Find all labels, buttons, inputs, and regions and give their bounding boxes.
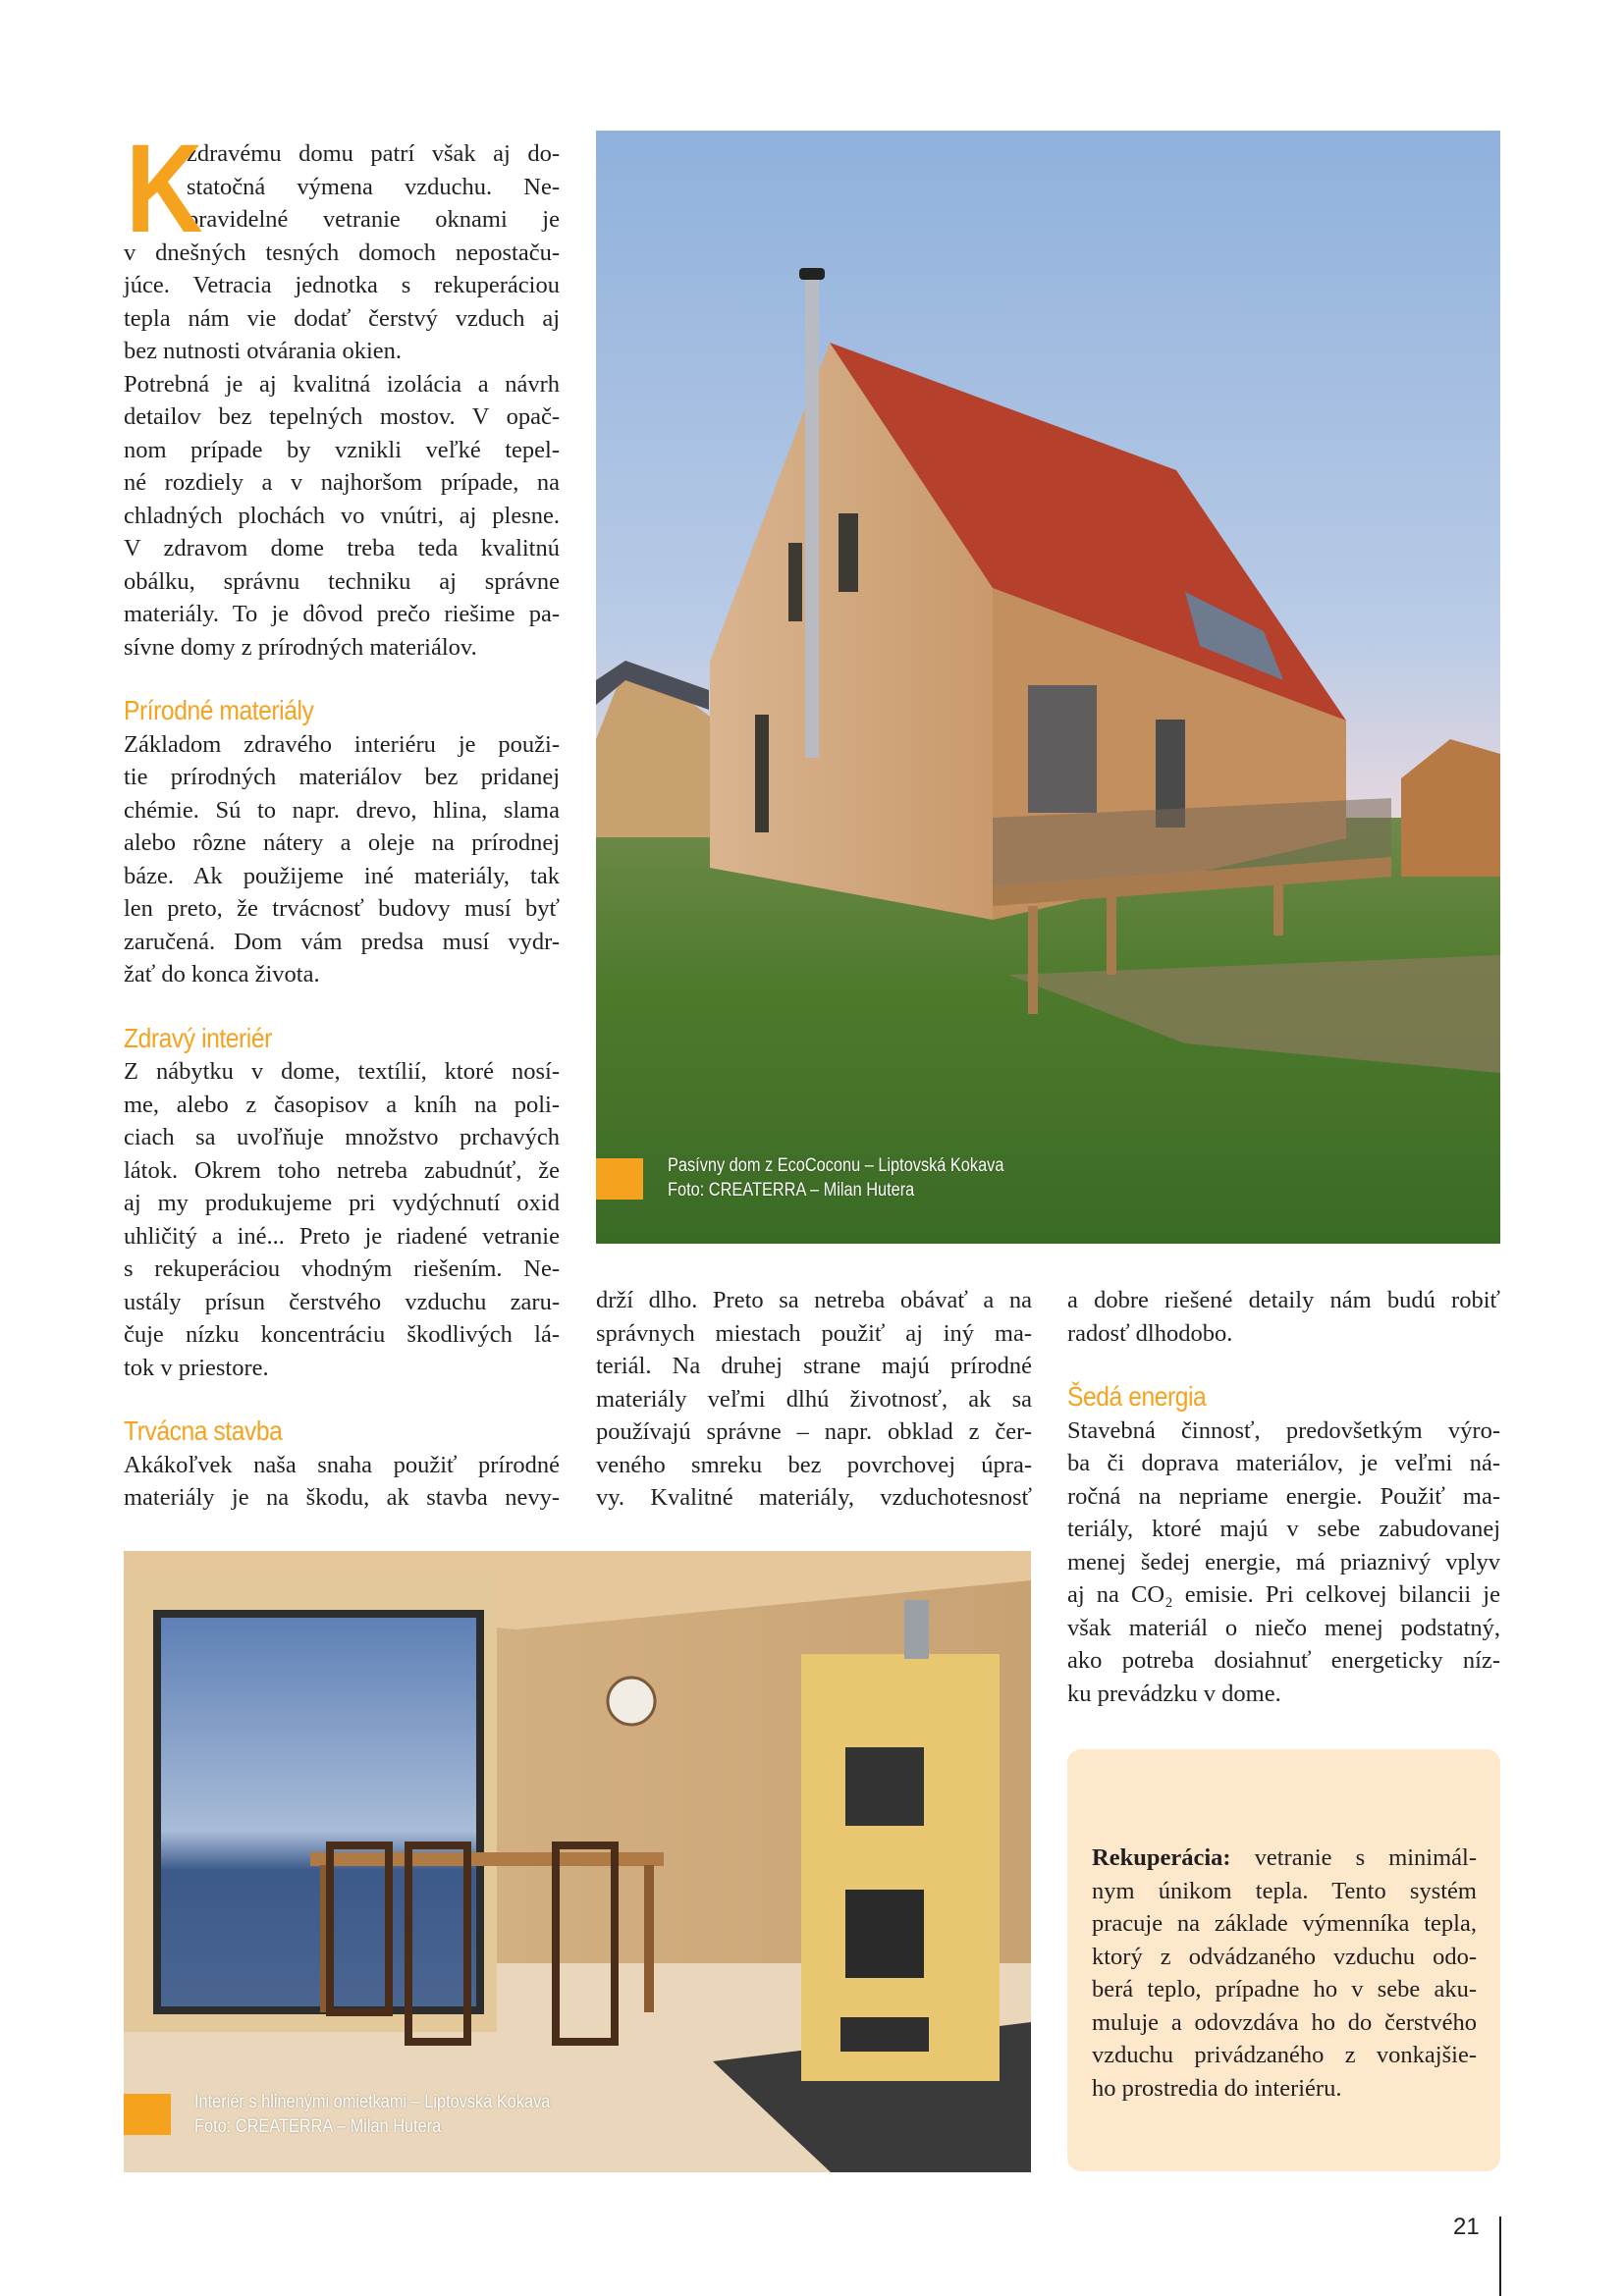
text-line: radosť dlhodobo.	[1067, 1319, 1233, 1347]
text-line: júce. Vetracia jednotka s rekuperáciou	[124, 272, 560, 298]
text-line: ročná na nepriame energie. Použiť ma-	[1067, 1482, 1500, 1510]
section-heading: Trvácna stavba	[124, 1415, 283, 1446]
text-line: Akákoľvek naša snaha použiť prírodné	[124, 1451, 560, 1478]
text-line: bez nutnosti otvárania okien.	[124, 338, 403, 364]
caption-credit: Foto: CREATERRA – Milan Hutera	[668, 1180, 915, 1201]
text-line: statočná výmena vzduchu. Ne-	[187, 173, 560, 200]
text-line: však materiál o niečo menej podstatný,	[1067, 1614, 1500, 1641]
house-photo	[596, 131, 1500, 1244]
right-text-column	[1067, 1284, 1500, 1710]
text-line: Z nábytku v dome, textílií, ktoré nosí-	[124, 1058, 560, 1085]
text-line: zaručená. Dom vám predsa musí vydr-	[124, 928, 560, 955]
text-line: tepla nám vie dodať čerstvý vzduch aj	[124, 304, 560, 332]
text-line: ciach sa uvoľňuje množstvo prchavých	[124, 1124, 560, 1150]
text-line: chladných plochách vo vnútri, aj plesne.	[124, 502, 560, 529]
text-line: pracuje na základe výmenníka tepla,	[1092, 1910, 1477, 1937]
text-line: vzduchu privádzaného z vonkajšie-	[1092, 2042, 1477, 2068]
middle-text-column	[596, 1284, 1032, 1515]
caption-marker	[596, 1158, 643, 1200]
info-box-first-line	[1092, 1842, 1477, 1875]
text-line: a dobre riešené detaily nám budú robiť	[1067, 1287, 1500, 1313]
section-heading: Prírodné materiály	[124, 695, 314, 725]
text-line: čuje nízku koncentráciu škodlivých lá-	[124, 1321, 560, 1348]
text-line: v dnešných tesných domoch nepostaču-	[124, 239, 560, 266]
drop-cap: K	[126, 119, 203, 259]
text-line: chémie. Sú to napr. drevo, hlina, slama	[124, 796, 560, 824]
text-line: len preto, že trvácnosť budovy musí byť	[124, 895, 560, 922]
text-line: materiály veľmi dlhú životnosť, ak sa	[596, 1385, 1032, 1413]
caption-line: Pasívny dom z EcoCoconu – Liptovská Kokava	[668, 1155, 1004, 1176]
text-line: nym únikom tepla. Tento systém	[1092, 1877, 1477, 1904]
text-line: detailov bez tepelných mostov. V opač-	[124, 403, 560, 430]
text-line: správnych miestach použiť aj iný ma-	[596, 1319, 1032, 1347]
text-line: Stavebná činnosť, predovšetkým výro-	[1067, 1416, 1500, 1444]
text-line: sívne domy z prírodných materiálov.	[124, 633, 477, 661]
text-line: s rekuperáciou vhodným riešením. Ne-	[124, 1255, 560, 1282]
text-line: tok v priestore.	[124, 1354, 269, 1381]
text-line: veného smreku bez povrchovej úpra-	[596, 1451, 1032, 1478]
section-heading: Šedá energia	[1067, 1381, 1207, 1412]
text-line: menej šedej energie, má priaznivý vplyv	[1067, 1548, 1500, 1575]
text-line: vy. Kvalitné materiály, vzduchotesnosť	[596, 1484, 1032, 1511]
caption-marker	[124, 2094, 171, 2135]
info-box-rekuperacia	[1067, 1749, 1500, 2171]
text-line: alebo rôzne nátery a oleje na prírodnej	[124, 829, 560, 856]
text-line: ustály prísun čerstvého vzduchu zaru-	[124, 1288, 560, 1315]
text-line: zdravému domu patrí však aj do-	[187, 140, 560, 167]
text-line: používajú správne – napr. obklad z čer-	[596, 1418, 1032, 1445]
page-number: 21	[1453, 2214, 1480, 2240]
text-line: ba či doprava materiálov, je veľmi ná-	[1067, 1450, 1500, 1476]
text-line: muluje a odovzdáva ho do čerstvého	[1092, 2008, 1477, 2036]
text-line: žať do konca života.	[124, 961, 320, 988]
text-line: Základom zdravého interiéru je použi-	[124, 730, 560, 758]
text-line: uhličitý a iné... Preto je riadené vetranie	[124, 1222, 560, 1250]
caption-line: Interiér s hlinenými omietkami – Liptovská Kokava	[194, 2092, 551, 2112]
text-line: berá teplo, prípadne ho v sebe aku-	[1092, 1976, 1477, 2002]
text-line: aj my produkujeme pri vydýchnutí oxid	[124, 1190, 560, 1216]
text-line: obálku, správnu techniku aj správne	[124, 567, 560, 595]
text-line: me, alebo z časopisov a kníh na poli-	[124, 1091, 560, 1118]
text-line: materiály je na škodu, ak stavba nevy-	[124, 1484, 560, 1511]
text-line: drží dlho. Preto sa netreba obávať a na	[596, 1287, 1032, 1313]
text-line: né rozdiely a v najhoršom prípade, na	[124, 469, 560, 496]
text-line: báze. Ak použijeme iné materiály, tak	[124, 862, 560, 889]
text-line: aj na CO₂ emisie. Pri celkovej bilancii je	[1067, 1581, 1500, 1608]
text-line: V zdravom dome treba teda kvalitnú	[124, 535, 560, 561]
interior-photo	[124, 1551, 1031, 2172]
text-line: pravidelné vetranie oknami je	[187, 206, 560, 233]
info-box-text	[1092, 1842, 1477, 2105]
text-line: ho prostredia do interiéru.	[1092, 2074, 1342, 2102]
text-line: ku prevádzku v dome.	[1067, 1680, 1281, 1707]
text-line: tie prírodných materiálov bez pridanej	[124, 764, 560, 790]
text-line: nom prípade by vznikli veľké tepel-	[124, 436, 560, 463]
page-number-rule	[1499, 2216, 1501, 2296]
left-text-column	[124, 119, 560, 1515]
info-box-first-line-text: vetranie s minimál-	[1254, 1844, 1478, 1871]
interior-photo-caption	[194, 2090, 550, 2139]
section-heading: Zdravý interiér	[124, 1022, 272, 1053]
text-line: ktorý z odvádzaného vzduchu odo-	[1092, 1943, 1477, 1970]
text-line: látok. Okrem toho netreba zabudnúť, že	[124, 1156, 560, 1184]
text-line: Potrebná je aj kvalitná izolácia a návrh	[124, 370, 560, 398]
house-photo-caption	[668, 1153, 1003, 1202]
text-line: ako potreba dosiahnuť energeticky níz-	[1067, 1647, 1500, 1674]
text-line: teriál. Na druhej strane majú prírodné	[596, 1353, 1032, 1379]
text-line: teriály, ktoré majú v sebe zabudovanej	[1067, 1516, 1500, 1542]
caption-credit: Foto: CREATERRA – Milan Hutera	[194, 2116, 442, 2137]
text-line: materiály. To je dôvod prečo riešime pa-	[124, 601, 560, 627]
info-box-term: Rekuperácia:	[1092, 1844, 1231, 1871]
